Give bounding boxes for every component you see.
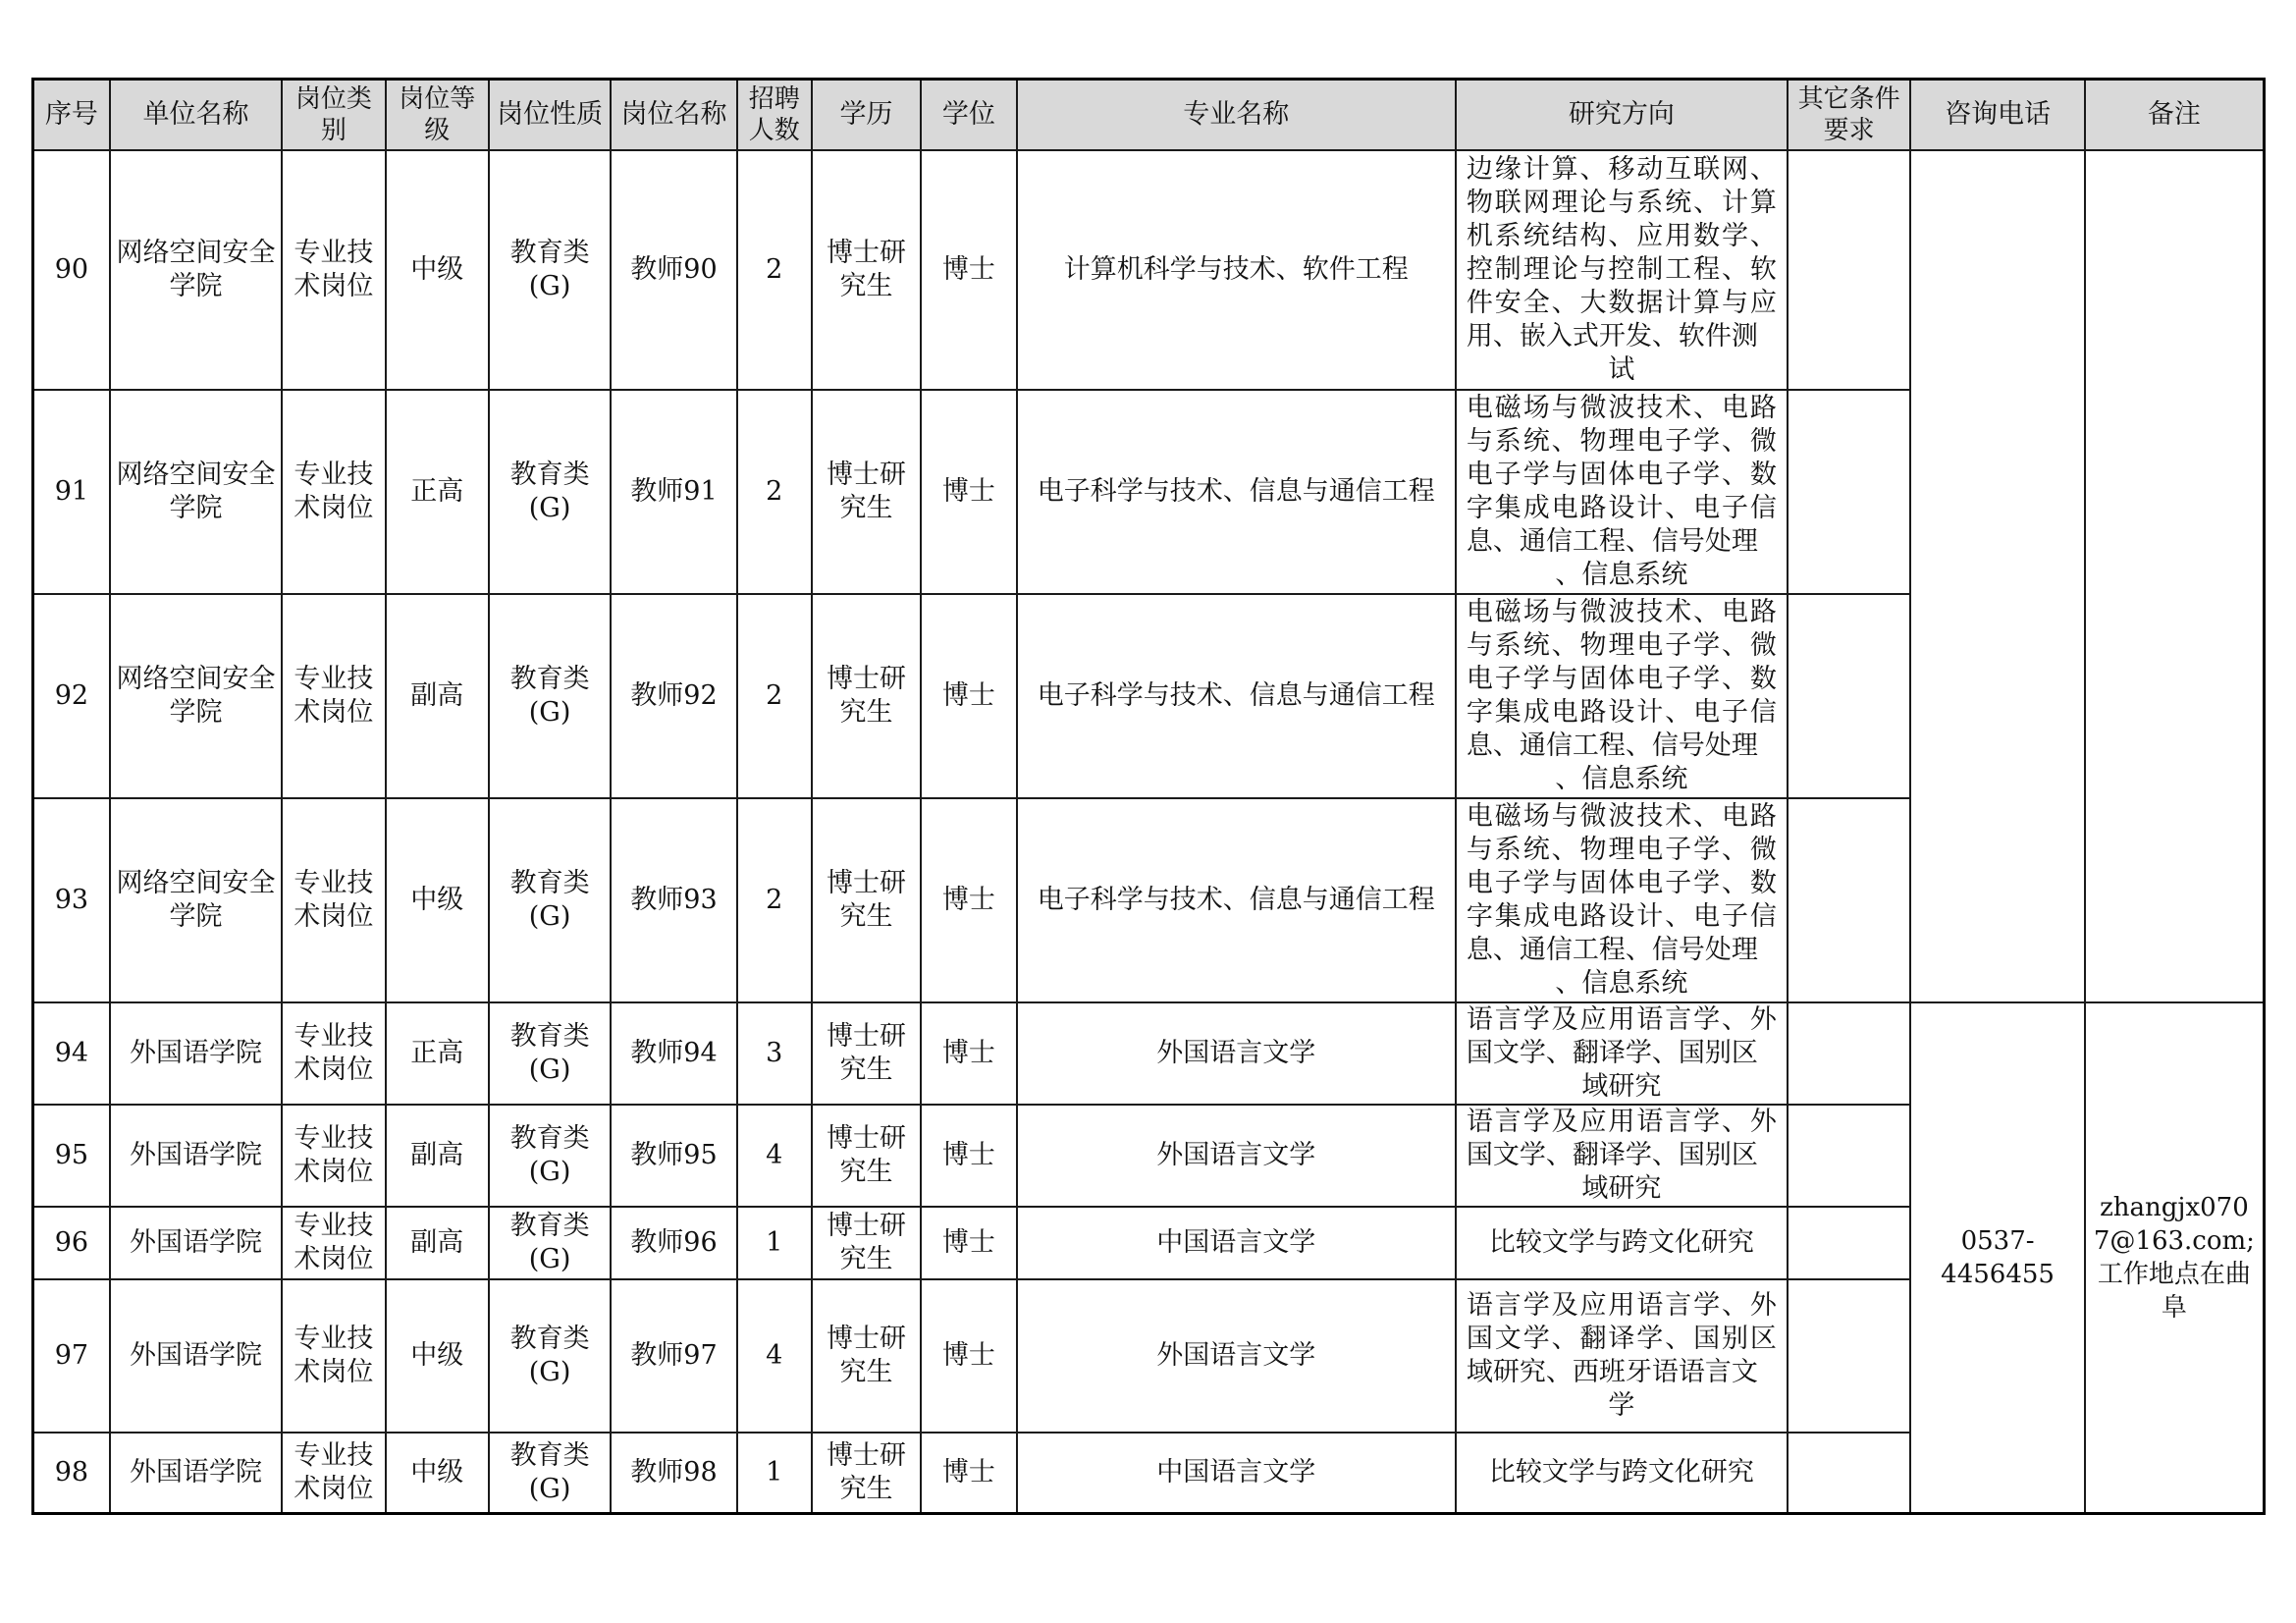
cell-degree: 博士 — [921, 1279, 1016, 1433]
cell-count: 4 — [737, 1279, 812, 1433]
cell-other — [1788, 150, 1910, 390]
cell-other — [1788, 1433, 1910, 1513]
cell-degree: 博士 — [921, 594, 1016, 798]
header-post-level: 岗位等级 — [386, 80, 489, 151]
research-text-tail: 域研究 — [1581, 1071, 1662, 1102]
research-text-tail: 域研究 — [1581, 1173, 1662, 1204]
cell-other — [1788, 1105, 1910, 1207]
header-seq: 序号 — [33, 80, 110, 151]
cell-phone-foreign: 0537-4456455 — [1910, 1002, 2085, 1513]
cell-post-name: 教师91 — [611, 390, 736, 594]
research-text: 电磁场与微波技术、电路与系统、物理电子学、微电子学与固体电子学、数字集成电路设计、电子信息、通信工程、信号处理 — [1466, 801, 1777, 965]
cell-research — [1456, 594, 1788, 798]
cell-major: 电子科学与技术、信息与通信工程 — [1017, 390, 1456, 594]
research-text: 语言学及应用语言学、外国文学、翻译学、国别区 — [1466, 1004, 1777, 1068]
cell-count: 3 — [737, 1002, 812, 1105]
cell-other — [1788, 390, 1910, 594]
cell-category: 专业技术岗位 — [282, 594, 385, 798]
cell-level: 中级 — [386, 1433, 489, 1513]
header-recruit-count: 招聘人数 — [737, 80, 812, 151]
cell-nature: 教育类(G) — [489, 1002, 611, 1105]
cell-unit: 网络空间安全学院 — [110, 798, 283, 1002]
cell-nature: 教育类(G) — [489, 390, 611, 594]
cell-degree: 博士 — [921, 1433, 1016, 1513]
cell-count: 2 — [737, 594, 812, 798]
cell-level: 副高 — [386, 594, 489, 798]
cell-seq: 98 — [33, 1433, 110, 1513]
cell-remark-foreign: zhangjx0707@163.com;工作地点在曲阜 — [2085, 1002, 2265, 1513]
cell-degree: 博士 — [921, 150, 1016, 390]
research-text: 电磁场与微波技术、电路与系统、物理电子学、微电子学与固体电子学、数字集成电路设计、电子信息、通信工程、信号处理 — [1466, 597, 1777, 761]
header-post-name: 岗位名称 — [611, 80, 736, 151]
cell-other — [1788, 798, 1910, 1002]
cell-phone-cyber — [1910, 150, 2085, 1002]
cell-major: 电子科学与技术、信息与通信工程 — [1017, 798, 1456, 1002]
cell-research — [1456, 1105, 1788, 1207]
cell-level: 正高 — [386, 1002, 489, 1105]
cell-category: 专业技术岗位 — [282, 1433, 385, 1513]
cell-other — [1788, 1207, 1910, 1279]
research-text: 电磁场与微波技术、电路与系统、物理电子学、微电子学与固体电子学、数字集成电路设计、电子信息、通信工程、信号处理 — [1466, 393, 1777, 557]
research-text: 边缘计算、移动互联网、物联网理论与系统、计算机系统结构、应用数学、控制理论与控制工程、软件安全、大数据计算与应用、嵌入式开发、软件测 — [1466, 154, 1777, 352]
cell-unit: 外国语学院 — [110, 1002, 283, 1105]
research-text: 语言学及应用语言学、外国文学、翻译学、国别区域研究、西班牙语语言文 — [1466, 1290, 1777, 1387]
cell-nature: 教育类(G) — [489, 594, 611, 798]
cell-other — [1788, 1002, 1910, 1105]
header-remark: 备注 — [2085, 80, 2265, 151]
cell-count: 2 — [737, 390, 812, 594]
cell-count: 2 — [737, 798, 812, 1002]
cell-major: 外国语言文学 — [1017, 1105, 1456, 1207]
cell-major: 外国语言文学 — [1017, 1279, 1456, 1433]
cell-nature: 教育类(G) — [489, 1105, 611, 1207]
cell-post-name: 教师96 — [611, 1207, 736, 1279]
cell-category: 专业技术岗位 — [282, 1105, 385, 1207]
recruitment-table — [31, 78, 2266, 1515]
cell-degree: 博士 — [921, 1105, 1016, 1207]
header-research: 研究方向 — [1456, 80, 1788, 151]
research-text-tail: 学 — [1608, 1390, 1635, 1421]
cell-seq: 90 — [33, 150, 110, 390]
cell-post-name: 教师97 — [611, 1279, 736, 1433]
cell-research — [1456, 1002, 1788, 1105]
cell-count: 1 — [737, 1207, 812, 1279]
cell-unit: 外国语学院 — [110, 1207, 283, 1279]
cell-education: 博士研究生 — [812, 1207, 921, 1279]
cell-seq: 92 — [33, 594, 110, 798]
cell-nature: 教育类(G) — [489, 798, 611, 1002]
cell-research — [1456, 798, 1788, 1002]
research-text-tail: 、信息系统 — [1555, 560, 1688, 590]
cell-level: 中级 — [386, 798, 489, 1002]
cell-major: 中国语言文学 — [1017, 1207, 1456, 1279]
cell-seq: 93 — [33, 798, 110, 1002]
cell-level: 中级 — [386, 150, 489, 390]
cell-other — [1788, 1279, 1910, 1433]
cell-major: 计算机科学与技术、软件工程 — [1017, 150, 1456, 390]
cell-level: 副高 — [386, 1207, 489, 1279]
cell-seq: 96 — [33, 1207, 110, 1279]
cell-category: 专业技术岗位 — [282, 1207, 385, 1279]
cell-post-name: 教师95 — [611, 1105, 736, 1207]
cell-post-name: 教师90 — [611, 150, 736, 390]
table-row — [33, 150, 2265, 390]
cell-major: 外国语言文学 — [1017, 1002, 1456, 1105]
research-text: 语言学及应用语言学、外国文学、翻译学、国别区 — [1466, 1107, 1777, 1170]
cell-post-name: 教师93 — [611, 798, 736, 1002]
header-unit: 单位名称 — [110, 80, 283, 151]
cell-level: 中级 — [386, 1279, 489, 1433]
cell-nature: 教育类(G) — [489, 1433, 611, 1513]
cell-other — [1788, 594, 1910, 798]
cell-major: 中国语言文学 — [1017, 1433, 1456, 1513]
cell-research — [1456, 1207, 1788, 1279]
cell-remark-cyber — [2085, 150, 2265, 1002]
header-post-category: 岗位类别 — [282, 80, 385, 151]
cell-major: 电子科学与技术、信息与通信工程 — [1017, 594, 1456, 798]
cell-nature: 教育类(G) — [489, 1207, 611, 1279]
header-other-requirements: 其它条件要求 — [1788, 80, 1910, 151]
cell-count: 2 — [737, 150, 812, 390]
header-education: 学历 — [812, 80, 921, 151]
cell-post-name: 教师98 — [611, 1433, 736, 1513]
research-text-tail: 试 — [1608, 354, 1635, 385]
cell-unit: 网络空间安全学院 — [110, 594, 283, 798]
header-major: 专业名称 — [1017, 80, 1456, 151]
cell-degree: 博士 — [921, 1002, 1016, 1105]
cell-education: 博士研究生 — [812, 390, 921, 594]
cell-post-name: 教师94 — [611, 1002, 736, 1105]
cell-category: 专业技术岗位 — [282, 1279, 385, 1433]
cell-education: 博士研究生 — [812, 1433, 921, 1513]
cell-category: 专业技术岗位 — [282, 798, 385, 1002]
cell-education: 博士研究生 — [812, 1279, 921, 1433]
cell-education: 博士研究生 — [812, 798, 921, 1002]
cell-seq: 94 — [33, 1002, 110, 1105]
cell-seq: 95 — [33, 1105, 110, 1207]
header-post-nature: 岗位性质 — [489, 80, 611, 151]
cell-research — [1456, 1433, 1788, 1513]
cell-nature: 教育类(G) — [489, 150, 611, 390]
cell-post-name: 教师92 — [611, 594, 736, 798]
cell-unit: 外国语学院 — [110, 1105, 283, 1207]
cell-seq: 91 — [33, 390, 110, 594]
cell-unit: 外国语学院 — [110, 1433, 283, 1513]
cell-level: 副高 — [386, 1105, 489, 1207]
cell-unit: 网络空间安全学院 — [110, 150, 283, 390]
cell-education: 博士研究生 — [812, 150, 921, 390]
research-text-tail: 、信息系统 — [1555, 968, 1688, 999]
table-row — [33, 1002, 2265, 1105]
cell-degree: 博士 — [921, 390, 1016, 594]
cell-education: 博士研究生 — [812, 1105, 921, 1207]
cell-degree: 博士 — [921, 1207, 1016, 1279]
header-phone: 咨询电话 — [1910, 80, 2085, 151]
cell-education: 博士研究生 — [812, 594, 921, 798]
cell-unit: 网络空间安全学院 — [110, 390, 283, 594]
cell-research — [1456, 1279, 1788, 1433]
cell-nature: 教育类(G) — [489, 1279, 611, 1433]
cell-research — [1456, 150, 1788, 390]
research-text-tail: 比较文学与跨文化研究 — [1488, 1227, 1754, 1258]
cell-count: 4 — [737, 1105, 812, 1207]
cell-degree: 博士 — [921, 798, 1016, 1002]
cell-count: 1 — [737, 1433, 812, 1513]
cell-level: 正高 — [386, 390, 489, 594]
cell-category: 专业技术岗位 — [282, 1002, 385, 1105]
cell-category: 专业技术岗位 — [282, 150, 385, 390]
cell-education: 博士研究生 — [812, 1002, 921, 1105]
cell-seq: 97 — [33, 1279, 110, 1433]
research-text-tail: 、信息系统 — [1555, 764, 1688, 794]
research-text-tail: 比较文学与跨文化研究 — [1488, 1456, 1754, 1488]
cell-category: 专业技术岗位 — [282, 390, 385, 594]
header-row — [33, 80, 2265, 151]
cell-unit: 外国语学院 — [110, 1279, 283, 1433]
header-degree: 学位 — [921, 80, 1016, 151]
cell-research — [1456, 390, 1788, 594]
